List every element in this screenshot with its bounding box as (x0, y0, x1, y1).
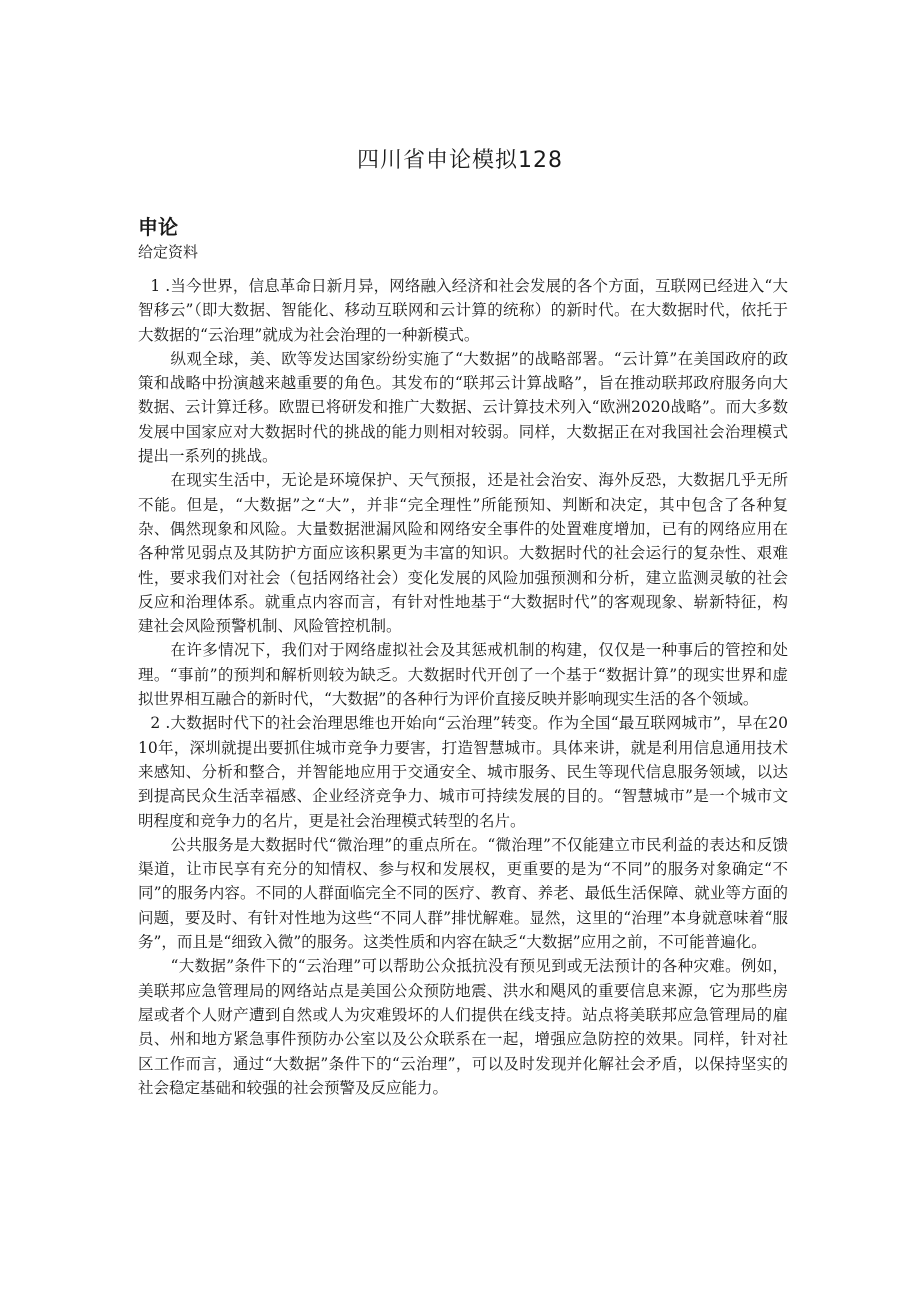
section-subheading: 给定资料 (138, 243, 199, 261)
paragraph-6: 公共服务是大数据时代“微治理”的重点所在。“微治理”不仅能建立市民利益的表达和反馈渠道，让市民享有充分的知情权、参与权和发展权，更重要的是为“不同”的服务对象确定“不同”的服务内容。不同的人群面临完全不同的医疗、教育、养老、最低生活保障、就业等方面的问题，要及时、有针对性地为这些“不同人群”排忧解难。显然，这里的“治理”本身就意味着“服务”，而且是“细致入微”的服务。这类性质和内容在缺乏“大数据”应用之前，不可能普遍化。 (138, 835, 788, 952)
paragraph-4: 在许多情况下，我们对于网络虚拟社会及其惩戒机制的构建，仅仅是一种事后的管控和处理。“事前”的预判和解析则较为缺乏。大数据时代开创了一个基于“数据计算”的现实世界和虚拟世界相互融合的新时代，“大数据”的各种行为评价直接反映并影响现实生活的各个领域。 (138, 641, 788, 709)
paragraph-5: 2 .大数据时代下的社会治理思维也开始向“云治理”转变。作为全国“最互联网城市”，早在2010年，深圳就提出要抓住城市竞争力要害，打造智慧城市。具体来讲，就是利用信息通用技术来感知、分析和整合，并智能地应用于交通安全、城市服务、民生等现代信息服务领域，以达到提高民众生活幸福感、企业经济竞争力、城市可持续发展的目的。“智慧城市”是一个城市文明程度和竞争力的名片，更是社会治理模式转型的名片。 (138, 714, 788, 830)
paragraph-3: 在现实生活中，无论是环境保护、天气预报，还是社会治安、海外反恐，大数据几乎无所不能。但是，“大数据”之“大”，并非“完全理性”所能预知、判断和决定，其中包含了各种复杂、偶然现象和风险。大量数据泄漏风险和网络安全事件的处置难度增加，已有的网络应用在各种常见弱点及其防护方面应该积累更为丰富的知识。大数据时代的社会运行的复杂性、艰难性，要求我们对社会（包括网络社会）变化发展的风险加强预测和分析，建立监测灵敏的社会反应和治理体系。就重点内容而言，有针对性地基于“大数据时代”的客观现象、崭新特征，构建社会风险预警机制、风险管控机制。 (138, 471, 788, 636)
paragraph-2: 纵观全球，美、欧等发达国家纷纷实施了“大数据”的战略部署。“云计算”在美国政府的政策和战略中扮演越来越重要的角色。其发布的“联邦云计算战略”，旨在推动联邦政府服务向大数据、云计算迁移。欧盟已将研发和推广大数据、云计算技术列入“欧洲2020战略”。而大多数发展中国家应对大数据时代的挑战的能力则相对较弱。同样，大数据正在对我国社会治理模式提出一系列的挑战。 (138, 349, 788, 466)
paragraph-1: 1 .当今世界，信息革命日新月异，网络融入经济和社会发展的各个方面，互联网已经进入“大智移云”（即大数据、智能化、移动互联网和云计算的统称）的新时代。在大数据时代，依托于大数据的“云治理”就成为社会治理的一种新模式。 (138, 277, 788, 344)
paragraph-7: “大数据”条件下的“云治理”可以帮助公众抵抗没有预见到或无法预计的各种灾难。例如，美联邦应急管理局的网络站点是美国公众预防地震、洪水和飓风的重要信息来源，它为那些房屋或者个人财产遭到自然或人为灾难毁坏的人们提供在线支持。站点将美联邦应急管理局的雇员、州和地方紧急事件预防办公室以及公众联系在一起，增强应急防控的效果。同样，针对社区工作而言，通过“大数据”条件下的“云治理”，可以及时发现并化解社会矛盾，以保持坚实的社会稳定基础和较强的社会预警及反应能力。 (138, 957, 788, 1097)
document-title: 四川省申论模拟128 (357, 148, 563, 173)
section-heading: 申论 (138, 215, 178, 239)
document-body (138, 274, 788, 1100)
